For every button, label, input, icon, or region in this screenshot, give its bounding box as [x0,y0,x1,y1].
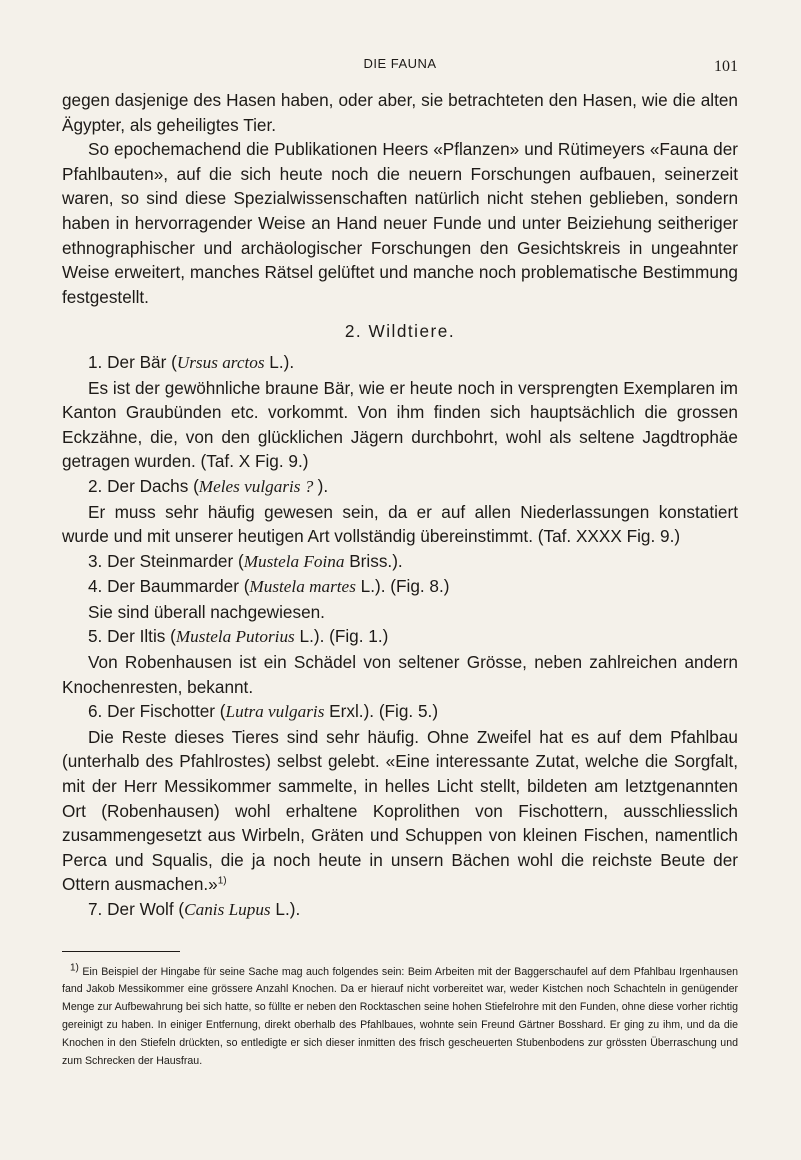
running-head: DIE FAUNA [363,56,437,71]
species-entry-pine-marten: 4. Der Baummarder (Mustela martes L.). (Fig. 8.) [88,576,450,597]
paragraph-intro: gegen dasjenige des Hasen haben, oder aber, sie betrachteten den Hasen, wie die alten Ägypter, als geheiligtes Tier. [62,90,738,135]
species-entry-bear: 1. Der Bär (Ursus arctos L.). [88,351,295,372]
species-entry-polecat: 5. Der Iltis (Mustela Putorius L.). (Fig. 1.) [88,626,389,647]
page-header [62,52,738,88]
latin-name: Meles vulgaris ? [198,476,318,496]
description-martens: Sie sind überall nachgewiesen. [88,601,325,622]
description-badger: Er muss sehr häufig gewesen sein, da er auf allen Niederlassungen konstatiert wurde und mit unserer heutigen Art vollständig übereinstimmt. (Taf. XXXX Fig. 9.) [62,501,738,547]
species-entry-stone-marten: 3. Der Steinmarder (Mustela Foina Briss.). [88,550,403,571]
latin-name: Mustela Foina Briss. [243,550,393,571]
footnote [62,964,738,1071]
body-text [62,88,738,923]
species-entry-otter: 6. Der Fischotter (Lutra vulgaris Erxl.). (Fig. 5.) [88,701,439,722]
latin-name: Mustela Putorius L. [175,626,314,647]
description-polecat: Von Robenhausen ist ein Schädel von seltener Grösse, neben zahlreichen andern Knochenresten, bekannt. [62,652,738,697]
section-heading: 2. Wildtiere. [344,321,456,342]
footnote-reference[interactable]: 1) [217,875,227,887]
book-page [62,52,738,1070]
species-entry-badger: 2. Der Dachs (Meles vulgaris ? ). [88,475,329,496]
description-bear: Es ist der gewöhnliche braune Bär, wie er heute noch in versprengten Exemplaren im Kanton Graubünden etc. vorkommt. Von ihm finden sich hauptsächlich die grossen Eckzähne, die, von den glücklichen Jägern durchbohrt, wohl als seltene Jagdtrophäe getragen wurden. (Taf. X Fig. 9.) [62,377,738,472]
footnote-text: Ein Beispiel der Hingabe für seine Sache mag auch folgendes sein: Beim Arbeiten mit der Baggerschaufel auf dem Pfahlbau Irgenhausen fand Jakob Messikommer eine grössere Anzahl Knochen. Da er hierauf nicht vorbereitet war, weder Kistchen noch Schachteln in genügender Menge zur Aufbewahrung bei sich hatte, so füllte er neben den Rocktaschen seine hohen Stiefelrohre mit den Funden, ohne diese vorher richtig gereinigt zu haben. In einiger Entfernung, direkt oberhalb des Pfahlbaues, wohnte sein Freund Gärtner Bosshard. Er ging zu ihm, und da die Knochen in den Stiefeln drückten, so entledigte er sich dieser inmitten des frisch gescheuerten Stubenbodens zur grössten Überraschung und zum Schrecken der Hausfrau. [62,965,738,1067]
latin-name: Mustela martes L. [249,576,375,597]
species-entry-wolf: 7. Der Wolf (Canis Lupus L.). [88,899,301,919]
latin-name: Lutra vulgaris Erxl. [225,701,364,722]
latin-name: Ursus arctos L. [176,351,284,372]
description-otter: Die Reste dieses Tieres sind sehr häufig. Ohne Zweifel hat es auf dem Pfahlbau (unterhalb des Pfahlrostes) selbst gelebt. «Eine interessante Zutat, welche die Sorgfalt, mit der Herr Messikommer sammelte, in helles Licht stellt, bildeten am letztgenannten Ort (Robenhausen) wohl erhaltene Koprolithen von Fischottern, ausschliesslich zusammengesetzt aus Wirbeln, Gräten und Schuppen von kleinen Fischen, namentlich Perca und Squalis, die ja noch heute in unsern Bächen wohl die reichste Beute der Ottern ausmachen.»$^{1)}$ [62,726,738,895]
paragraph-publications: So epochemachend die Publikationen Heers «Pflanzen» und Rütimeyers «Fauna der Pfahlbauten», auf die sich heute noch die neuern Forschungen aufbauen, seinerzeit waren, so sind diese Spezialwissenschaften natürlich nicht stehen geblieben, sondern haben in hervorragender Weise an Hand neuer Funde und unter Beiziehung seitheriger ethnographischer und archäologischer Forschungen den Gesichtskreis in ungeahnter Weise erweitert, manches Rätsel gelüftet und manche noch problematische Bestimmung festgestellt. [62,139,738,307]
footnote-divider [62,951,180,952]
latin-name: Canis Lupus L. [184,899,290,919]
page-number: 101 [714,58,738,75]
footnote-marker: 1) [70,962,79,974]
